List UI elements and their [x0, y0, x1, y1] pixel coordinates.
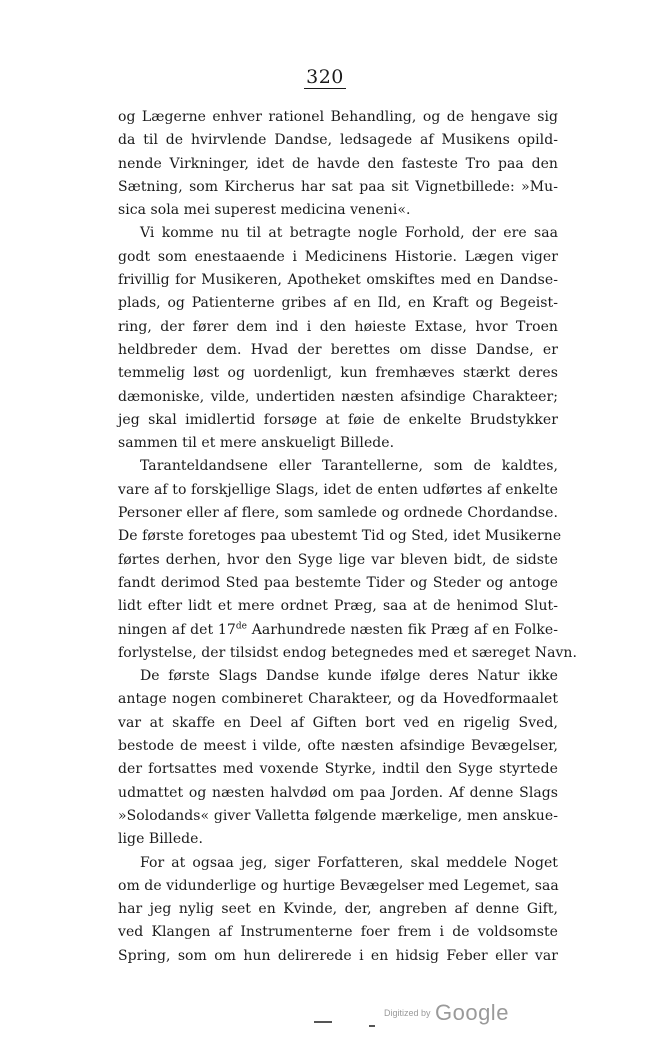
text-line: udmattet og næsten halvdød om paa Jorden. Af denne Slags	[118, 784, 558, 801]
digitized-by-text: Digitized by	[384, 1008, 431, 1018]
text-line: sammen til et mere anskueligt Billede.	[118, 435, 395, 452]
text-fragment: Aarhundrede næsten fik Præg af en Folke-	[247, 621, 558, 638]
text-line: »Solodands« giver Valletta følgende mærkelige, men anskue-	[118, 807, 558, 824]
text-line: da til de hvirvlende Dandse, ledsagede af Musikens opild-	[118, 132, 558, 149]
text-line	[118, 619, 558, 642]
paragraph	[118, 665, 558, 851]
text-line: For at ogsaa jeg, siger Forfatteren, skal meddele Noget	[140, 854, 558, 871]
paragraph	[118, 455, 577, 665]
text-line: Taranteldandsene eller Tarantellerne, som de kaldtes,	[140, 458, 558, 475]
text-line: sica sola mei superest medicina veneni«.	[118, 202, 411, 219]
page-number: 320	[306, 66, 344, 88]
text-line: lige Billede.	[118, 831, 204, 848]
paragraph	[118, 852, 558, 968]
paragraph	[118, 222, 558, 455]
text-line: om de vidunderlige og hurtige Bevægelser med Legemet, saa	[118, 877, 559, 894]
text-line: ring, der fører dem ind i den høieste Extase, hvor Troen	[118, 318, 558, 335]
text-line: forlystelse, der tilsidst endog betegnedes med et særeget Navn.	[118, 644, 577, 661]
page-text	[118, 106, 577, 968]
text-line: nende Virkninger, idet de havde den fasteste Tro paa den	[118, 155, 558, 172]
text-line: jeg skal imidlertid forsøge at føie de enkelte Brudstykker	[118, 411, 558, 428]
text-fragment: ningen af det 17	[118, 621, 236, 638]
text-line: der fortsattes med voxende Styrke, indtil den Syge styrtede	[118, 761, 558, 778]
text-line: antage nogen combineret Charakteer, og da Hovedformaalet	[118, 691, 558, 708]
text-line: heldbreder dem. Hvad der berettes om disse Dandse, er	[118, 341, 558, 358]
text-line: De første foretoges paa ubestemt Tid og Sted, idet Musikerne	[118, 528, 562, 545]
text-line: Spring, som om hun delirerede i en hidsig Feber eller var	[118, 947, 558, 964]
text-line: plads, og Patienterne gribes af en Ild, en Kraft og Begeist-	[118, 295, 558, 312]
superscript: de	[235, 620, 247, 631]
text-line: var at skaffe en Deel af Giften bort ved en rigelig Sved,	[118, 714, 558, 731]
text-line: Personer eller af flere, som samlede og ordnede Chordandse.	[118, 505, 558, 522]
footer-dash	[314, 1021, 332, 1023]
paragraph	[118, 106, 558, 222]
text-line: temmelig løst og uordenligt, kun fremhæves stærkt deres	[118, 365, 558, 382]
text-line: vare af to forskjellige Slags, idet de enten udførtes af enkelte	[118, 481, 558, 498]
text-line: fandt derimod Sted paa bestemte Tider og Steder og antoge	[118, 574, 558, 591]
text-line: lidt efter lidt et mere ordnet Præg, saa at de henimod Slut-	[118, 598, 558, 615]
footer-dash	[369, 1025, 375, 1027]
google-logo-text: Google	[434, 1000, 509, 1025]
text-line: frivillig for Musikeren, Apotheket omskiftes med en Dandse-	[118, 272, 558, 289]
text-line: godt som enestaaende i Medicinens Historie. Lægen viger	[118, 248, 558, 265]
text-line: har jeg nylig seet en Kvinde, der, angreben af denne Gift,	[118, 901, 558, 918]
text-line: førtes derhen, hvor den Syge lige var bleven bidt, de sidste	[118, 551, 558, 568]
text-line: ved Klangen af Instrumenterne foer frem i de voldsomste	[118, 924, 558, 941]
text-line: dæmoniske, vilde, undertiden næsten afsindige Charakteer;	[118, 388, 558, 405]
text-line: Sætning, som Kircherus har sat paa sit Vignetbillede: »Mu-	[118, 178, 558, 195]
text-line: og Lægerne enhver rationel Behandling, og de hengave sig	[118, 109, 558, 125]
text-line: bestode de meest i vilde, ofte næsten afsindige Bevægelser,	[118, 738, 558, 755]
digitized-by-google-watermark	[384, 1000, 509, 1026]
text-line: Vi komme nu til at betragte nogle Forhold, der ere saa	[140, 225, 558, 242]
text-line: De første Slags Dandse kunde ifølge deres Natur ikke	[140, 668, 558, 685]
